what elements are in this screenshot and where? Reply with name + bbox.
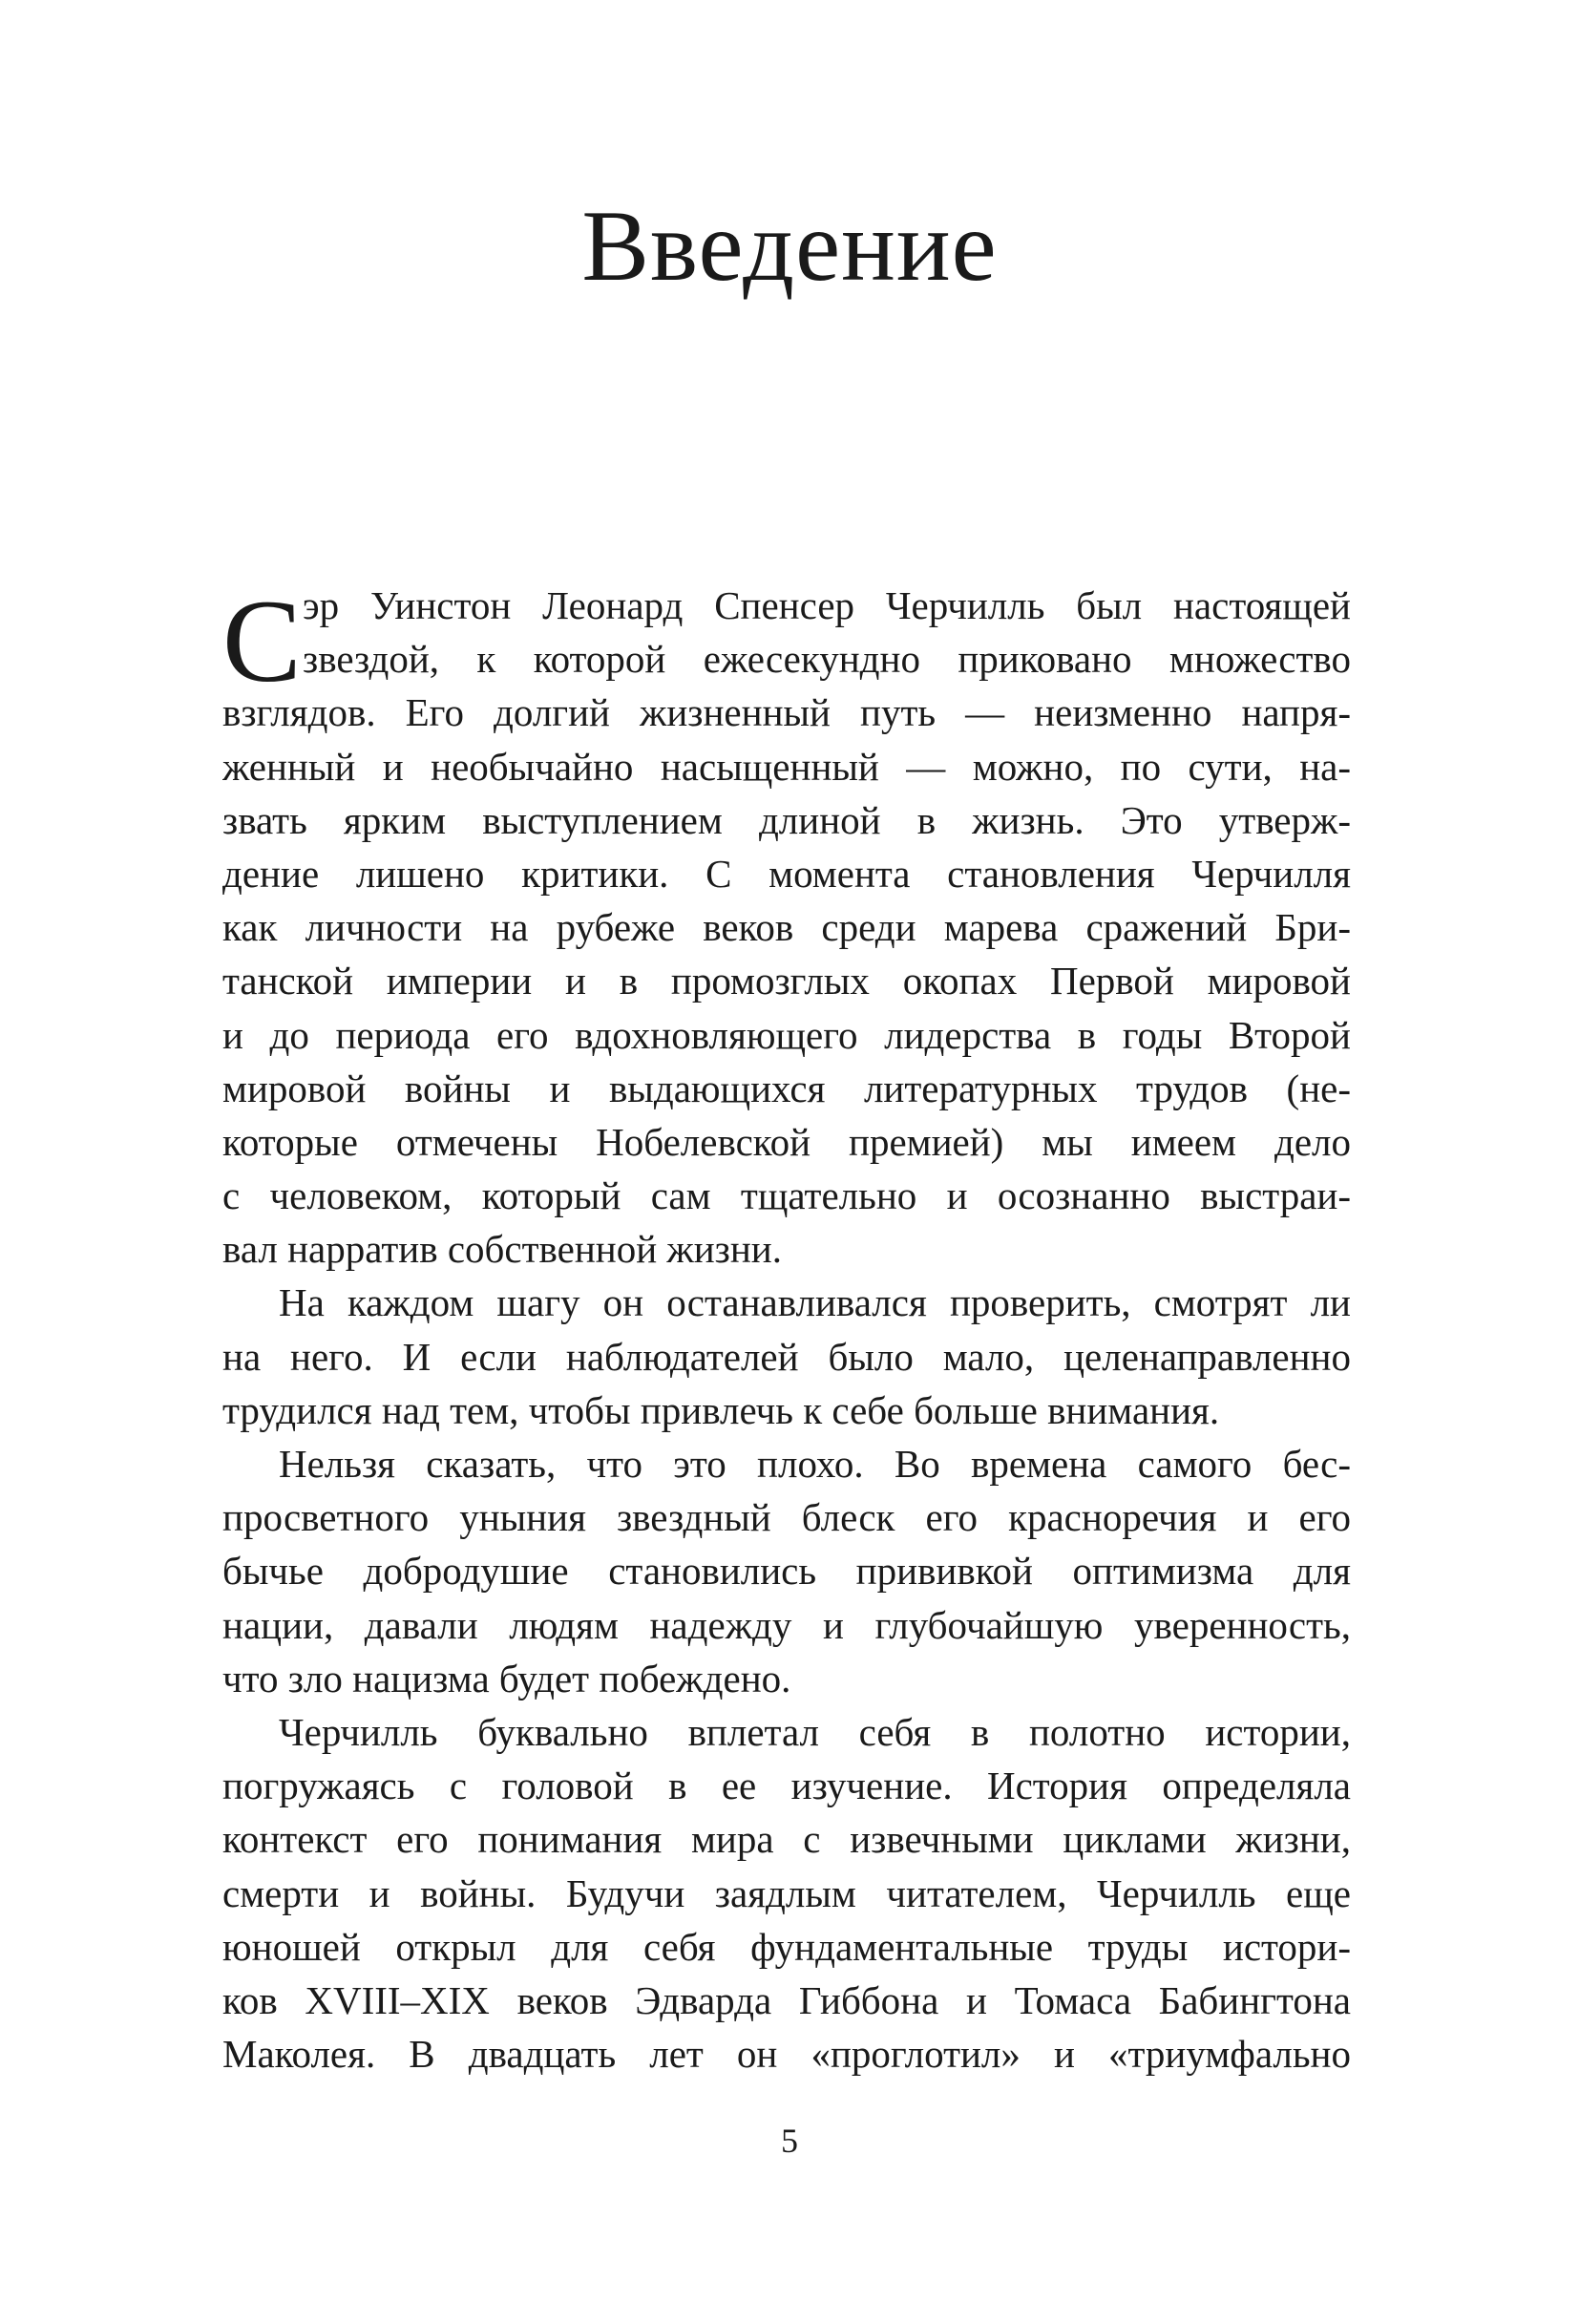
body-text	[222, 576, 1351, 2081]
text-line: которые отмечены Нобелевской премией) мы имеем дело	[222, 1119, 1351, 1164]
text-line: нации, давали людям надежду и глубочайшую уверенность,	[222, 1602, 1351, 1647]
text-line: юношей открыл для себя фундаментальные труды истори-	[222, 1924, 1351, 1969]
text-line: На каждом шагу он останавливался проверить, смотрят ли	[279, 1280, 1351, 1325]
text-line: Нельзя сказать, что это плохо. Во времена самого бес-	[279, 1442, 1351, 1486]
text-line: что зло нацизма будет побеждено.	[222, 1656, 791, 1701]
text-line: на него. И если наблюдателей было мало, целенаправленно	[222, 1334, 1351, 1379]
text-line: мировой войны и выдающихся литературных трудов (не-	[222, 1066, 1351, 1110]
drop-cap: С	[222, 576, 302, 707]
text-line: вал нарратив собственной жизни.	[222, 1227, 782, 1272]
text-line: ков XVIII–XIX веков Эдварда Гиббона и Томаса Бабингтона	[222, 1977, 1351, 2022]
text-line: звать ярким выступлением длиной в жизнь. Это утверж-	[222, 797, 1351, 842]
text-line: погружаясь с головой в ее изучение. История определяла	[222, 1764, 1351, 1808]
text-line: дение лишено критики. С момента становления Черчилля	[222, 851, 1351, 896]
text-line: как личности на рубеже веков среди марева сражений Бри-	[222, 905, 1351, 950]
text-line: смерти и войны. Будучи заядлым читателем, Черчилль еще	[222, 1870, 1351, 1915]
text-line: Маколея. В двадцать лет он «проглотил» и «триумфально	[222, 2032, 1351, 2077]
chapter-title: Введение	[581, 190, 998, 302]
text-line: звездой, к которой ежесекундно приковано множество	[303, 637, 1351, 682]
text-line: эр Уинстон Леонард Спенсер Черчилль был настоящей	[303, 583, 1351, 627]
text-line: с человеком, который сам тщательно и осознанно выстраи-	[222, 1173, 1351, 1218]
text-line: просветного уныния звездный блеск его красноречия и его	[222, 1495, 1351, 1540]
text-line: трудился над тем, чтобы привлечь к себе больше внимания.	[222, 1387, 1220, 1432]
text-line: и до периода его вдохновляющего лидерства в годы Второй	[222, 1012, 1351, 1057]
text-line: взглядов. Его долгий жизненный путь — неизменно напря-	[222, 690, 1351, 735]
text-line: контекст его понимания мира с извечными циклами жизни,	[222, 1817, 1351, 1862]
text-line: танской империи и в промозглых окопах Первой мировой	[222, 959, 1351, 1004]
text-line: Черчилль буквально вплетал себя в полотно истории,	[279, 1709, 1351, 1754]
text-line: бычье добродушие становились прививкой оптимизма для	[222, 1549, 1351, 1594]
page-number: 5	[781, 2122, 798, 2160]
text-line: женный и необычайно насыщенный — можно, по сути, на-	[222, 744, 1351, 789]
